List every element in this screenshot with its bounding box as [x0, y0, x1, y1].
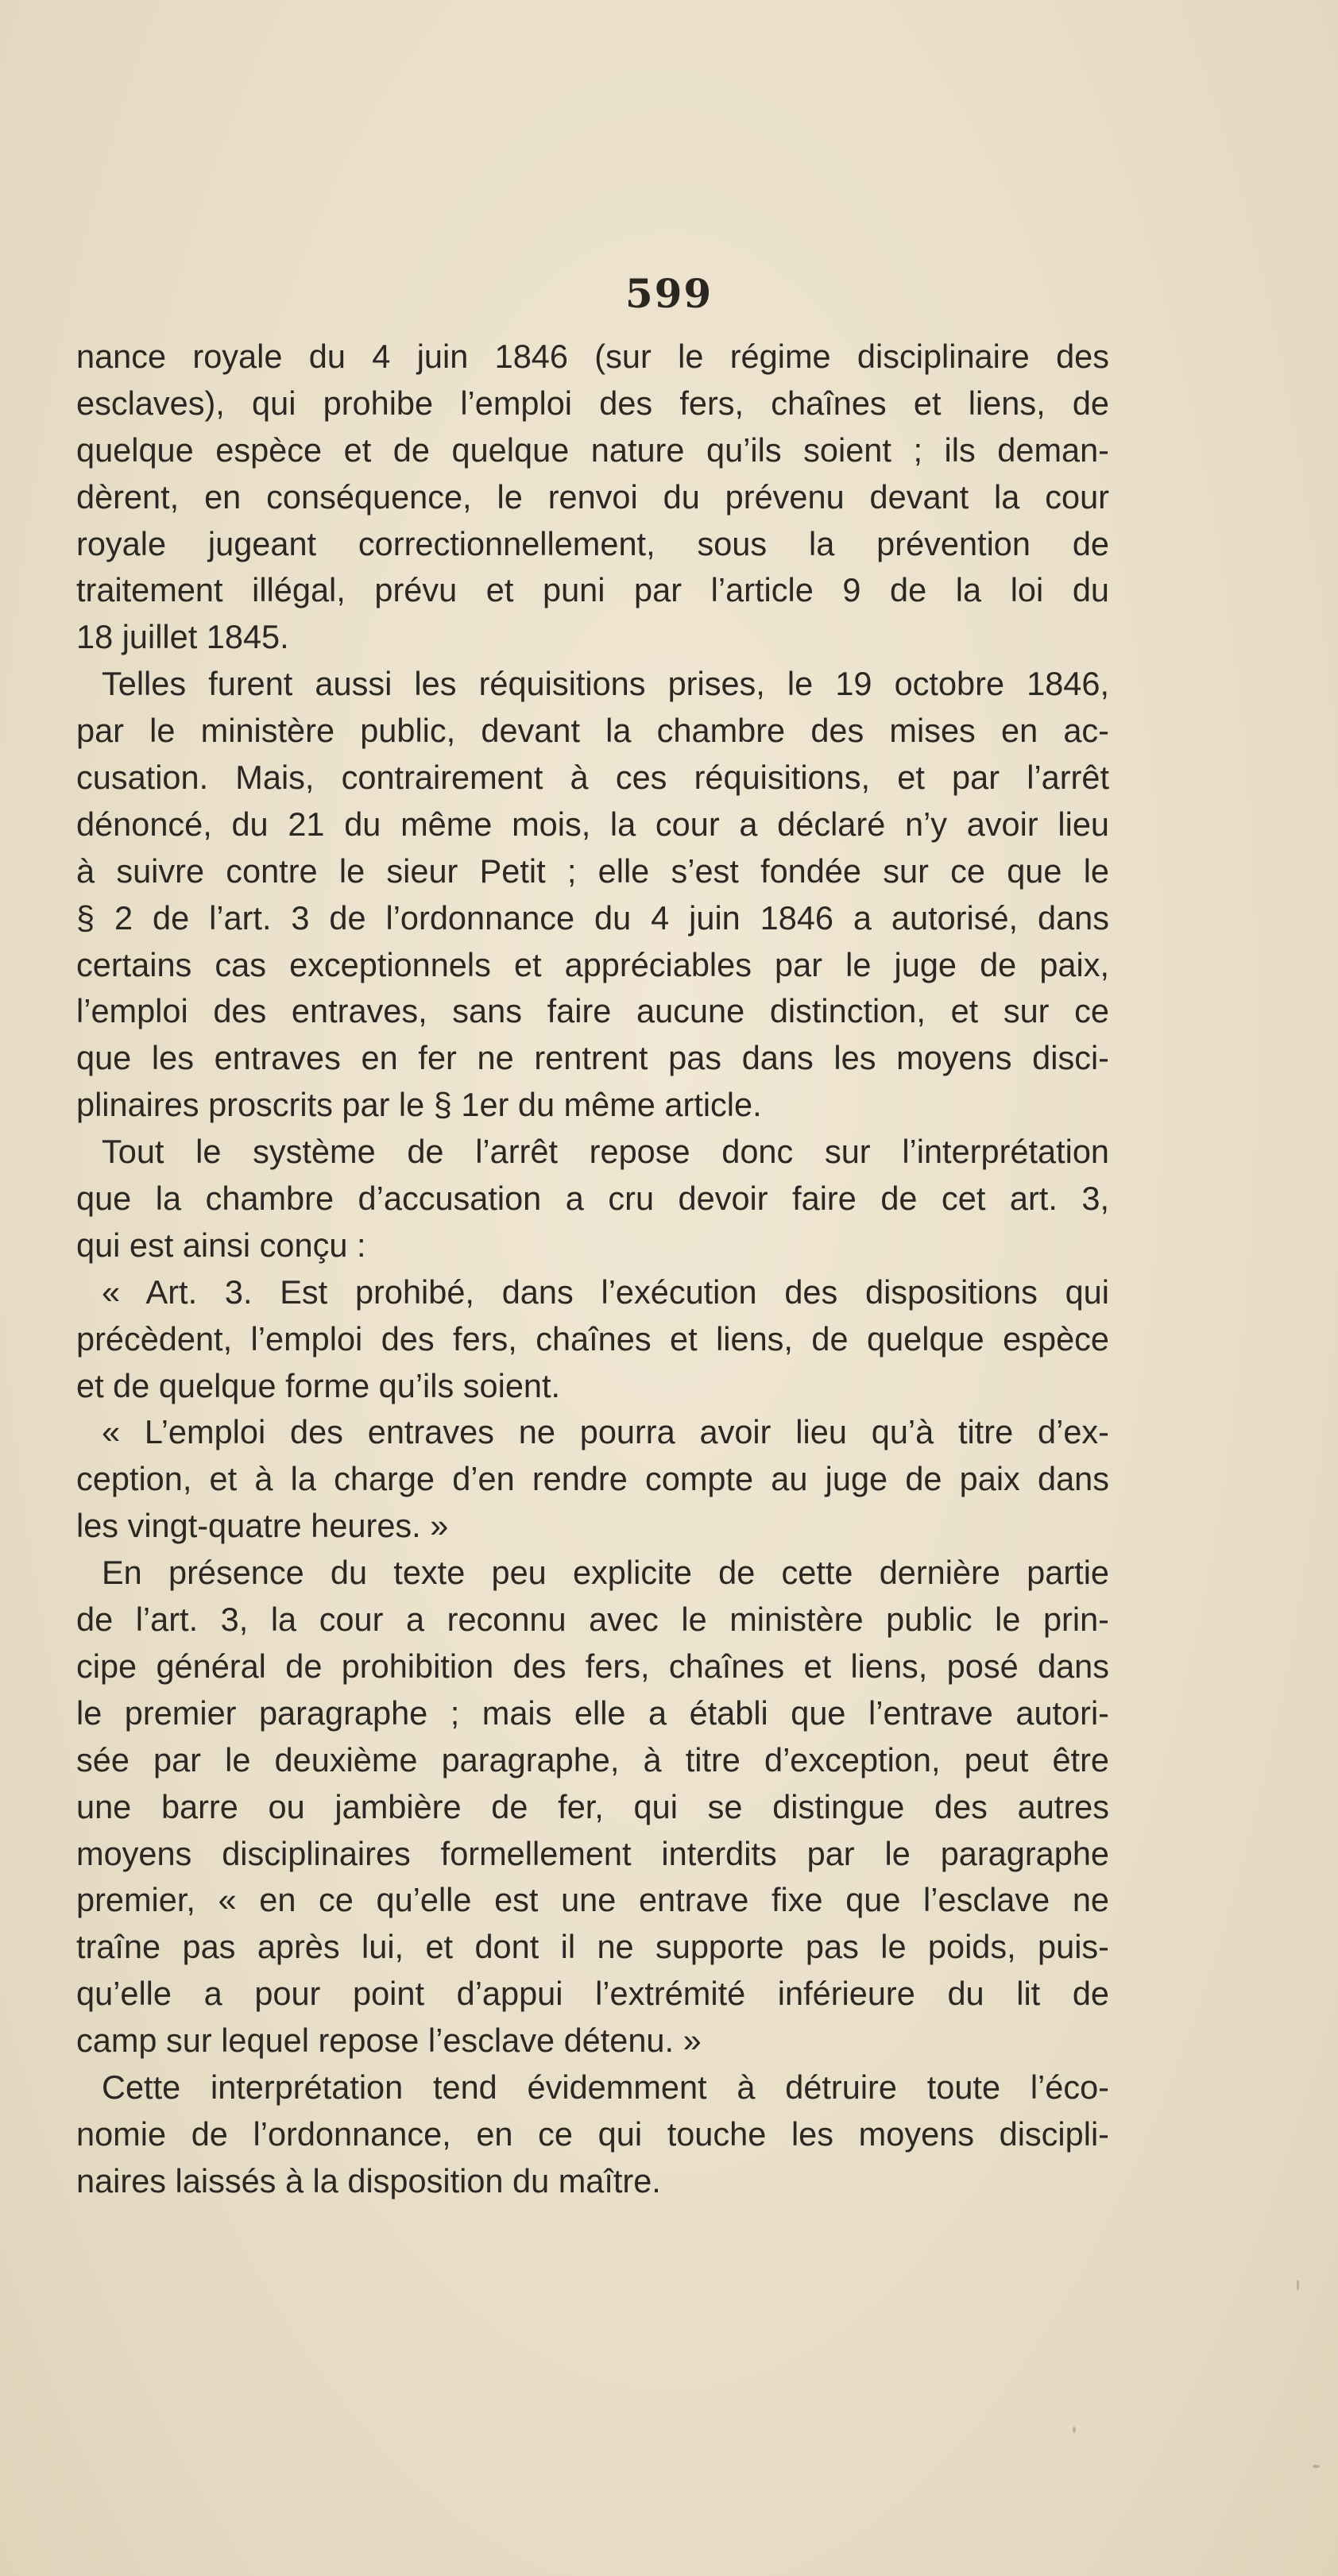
text-line: nomie de l’ordonnance, en ce qui touche les moyens discipli-: [76, 2114, 1109, 2153]
paper-speck: [1073, 2427, 1076, 2433]
text-line: l’emploi des entraves, sans faire aucune distinction, et sur ce: [76, 992, 1109, 1030]
text-line: royale jugeant correctionnellement, sous la prévention de: [76, 524, 1109, 562]
text-line: plinaires proscrits par le § 1er du même article.: [76, 1086, 762, 1124]
text-line: dèrent, en conséquence, le renvoi du prévenu devant la cour: [76, 477, 1109, 516]
text-line: de l’art. 3, la cour a reconnu avec le ministère public le prin-: [76, 1601, 1109, 1639]
text-line: que les entraves en fer ne rentrent pas dans les moyens disci-: [76, 1039, 1109, 1077]
paper-speck: [1297, 2280, 1299, 2291]
text-line: premier, « en ce qu’elle est une entrave fixe que l’esclave ne: [76, 1881, 1109, 1919]
text-line: par le ministère public, devant la chambre des mises en ac-: [76, 712, 1109, 750]
text-line: « Art. 3. Est prohibé, dans l’exécution des dispositions qui: [102, 1273, 1109, 1311]
text-line: Tout le système de l’arrêt repose donc sur l’interprétation: [102, 1133, 1109, 1171]
text-line: traîne pas après lui, et dont il ne supporte pas le poids, puis-: [76, 1928, 1109, 1966]
text-line: traitement illégal, prévu et puni par l’article 9 de la loi du: [76, 571, 1109, 609]
text-line: « L’emploi des entraves ne pourra avoir lieu qu’à titre d’ex-: [102, 1413, 1109, 1451]
text-line: § 2 de l’art. 3 de l’ordonnance du 4 juin 1846 a autorisé, dans: [76, 898, 1109, 937]
text-line: certains cas exceptionnels et appréciables par le juge de paix,: [76, 945, 1109, 983]
text-line: qu’elle a pour point d’appui l’extrémité inférieure du lit de: [76, 1975, 1109, 2013]
text-line: esclaves), qui prohibe l’emploi des fers, chaînes et liens, de: [76, 384, 1109, 422]
text-line: dénoncé, du 21 du même mois, la cour a déclaré n’y avoir lieu: [76, 805, 1109, 843]
text-line: sée par le deuxième paragraphe, à titre d’exception, peut être: [76, 1740, 1109, 1778]
text-line: naires laissés à la disposition du maître.: [76, 2161, 661, 2199]
text-line: une barre ou jambière de fer, qui se distingue des autres: [76, 1787, 1109, 1825]
text-line: nance royale du 4 juin 1846 (sur le régime disciplinaire des: [76, 338, 1109, 375]
text-line: moyens disciplinaires formellement interdits par le paragraphe: [76, 1834, 1109, 1872]
paper-speck: [1313, 2465, 1320, 2468]
text-line: les vingt-quatre heures. »: [76, 1507, 449, 1545]
text-line: que la chambre d’accusation a cru devoir faire de cet art. 3,: [76, 1180, 1109, 1218]
text-line: camp sur lequel repose l’esclave détenu. »: [76, 2022, 702, 2060]
text-line: qui est ainsi conçu :: [76, 1226, 366, 1264]
text-line: ception, et à la charge d’en rendre compte au juge de paix dans: [76, 1460, 1109, 1498]
text-line: le premier paragraphe ; mais elle a établi que l’entrave autori-: [76, 1694, 1109, 1732]
text-line: Cette interprétation tend évidemment à détruire toute l’éco-: [102, 2068, 1109, 2106]
text-line: à suivre contre le sieur Petit ; elle s’est fondée sur ce que le: [76, 852, 1109, 890]
text-line: quelque espèce et de quelque nature qu’ils soient ; ils deman-: [76, 431, 1109, 469]
text-line: cipe général de prohibition des fers, chaînes et liens, posé dans: [76, 1647, 1109, 1685]
text-line: 18 juillet 1845.: [76, 618, 289, 656]
text-line: Telles furent aussi les réquisitions prises, le 19 octobre 1846,: [102, 665, 1109, 703]
body-text: [76, 334, 1109, 2205]
text-line: cusation. Mais, contrairement à ces réquisitions, et par l’arrêt: [76, 759, 1109, 797]
text-line: et de quelque forme qu’ils soient.: [76, 1366, 561, 1404]
page-number: 599: [625, 270, 713, 317]
text-line: En présence du texte peu explicite de cette dernière partie: [102, 1554, 1109, 1592]
text-line: précèdent, l’emploi des fers, chaînes et liens, de quelque espèce: [76, 1319, 1109, 1358]
